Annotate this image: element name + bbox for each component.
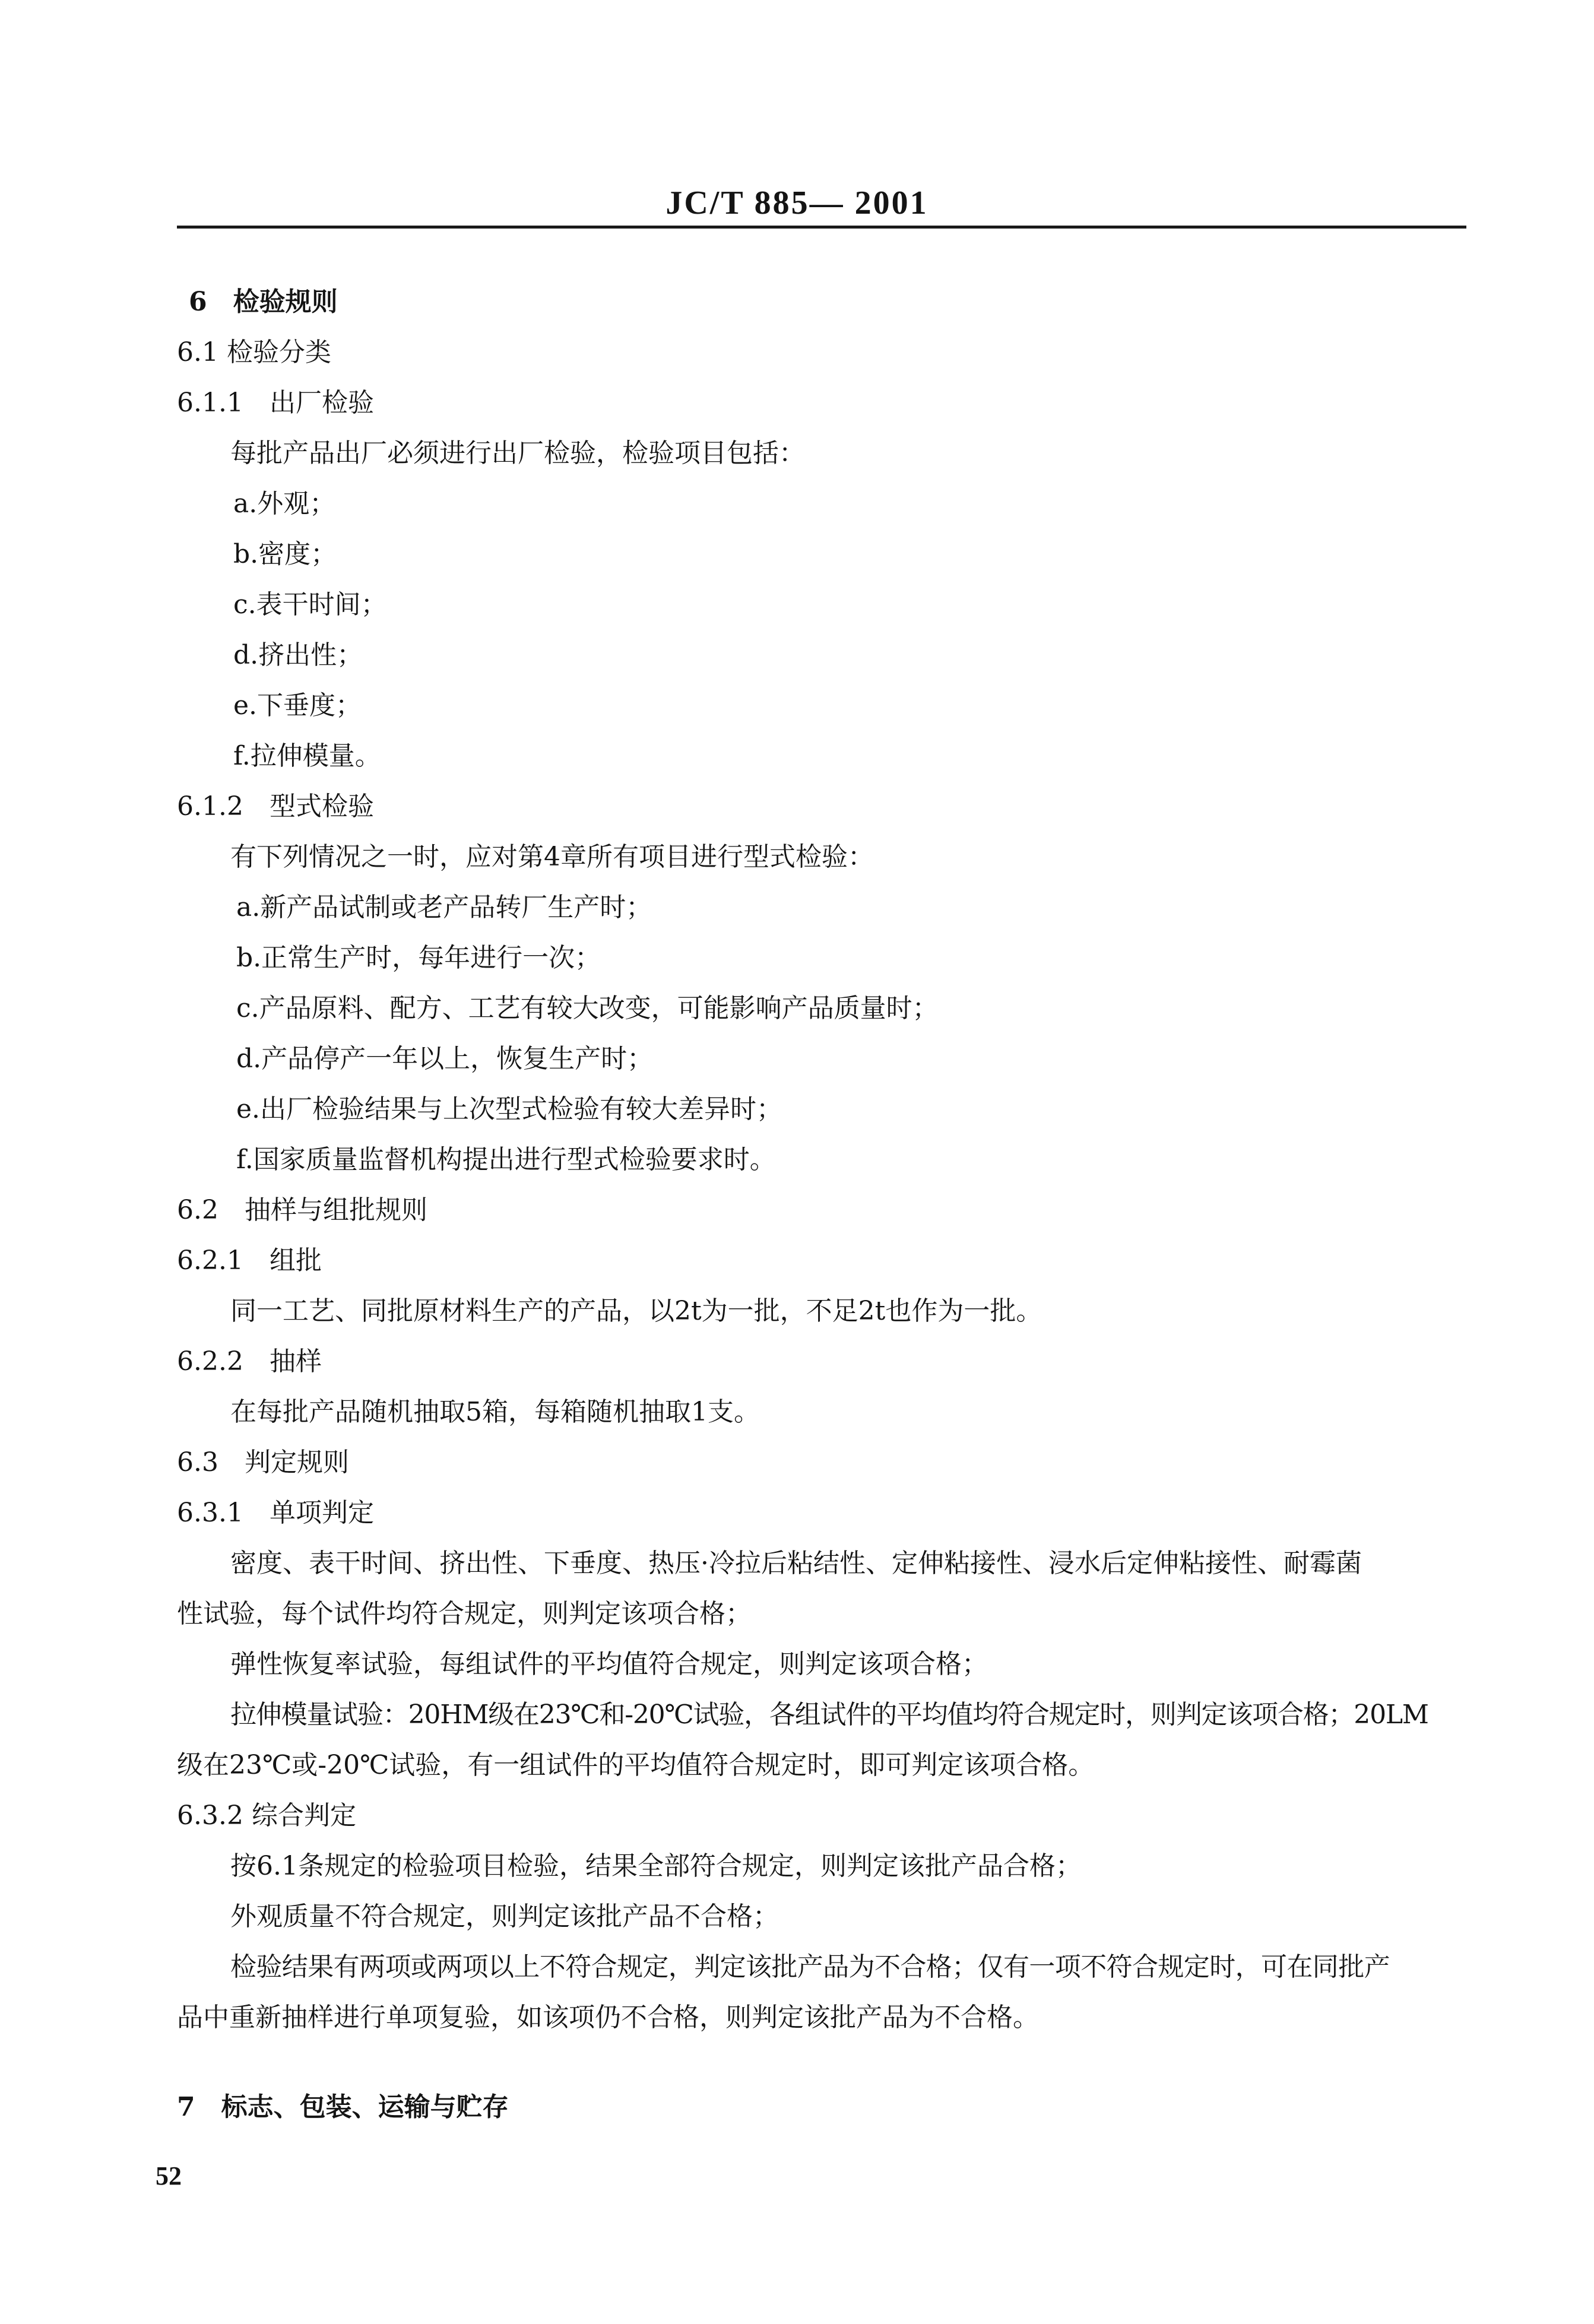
section-6-3-1-paragraph-1-line-2: 性试验，每个试件均符合规定，则判定该项合格； [177, 1599, 752, 1629]
section-6-3-1-paragraph-2: 弹性恢复率试验，每组试件的平均值符合规定，则判定该项合格； [230, 1649, 988, 1679]
section-6-2-1-heading: 6.2.1 组批 [177, 1245, 322, 1276]
list-item: c.产品原料、配方、工艺有较大改变，可能影响产品质量时； [236, 993, 939, 1023]
list-item: a.外观； [233, 489, 336, 519]
list-item: a.新产品试制或老产品转厂生产时； [236, 892, 652, 922]
section-6-3-1-paragraph-3-line-1: 拉伸模量试验：20HM级在23℃和-20℃试验，各组试件的平均值均符合规定时，则判定该项合格；20LM [230, 1700, 1428, 1730]
section-6-3-2-heading: 6.3.2 综合判定 [177, 1800, 356, 1831]
list-item: d.挤出性； [233, 640, 363, 670]
document-code: JC/T 885— 2001 [666, 185, 928, 221]
list-item: d.产品停产一年以上，恢复生产时； [236, 1044, 654, 1074]
page-number: 52 [156, 2161, 182, 2190]
section-6-3-1-paragraph-3-line-2: 级在23℃或-20℃试验，有一组试件的平均值符合规定时，即可判定该项合格。 [177, 1750, 1095, 1780]
list-item: e.下垂度； [233, 690, 362, 721]
section-6-3-2-paragraph-3-line-1: 检验结果有两项或两项以上不符合规定，判定该批产品为不合格；仅有一项不符合规定时，可在同批产 [230, 1952, 1390, 1982]
section-6-3-1-paragraph-1-line-1: 密度、表干时间、挤出性、下垂度、热压·冷拉后粘结性、定伸粘接性、浸水后定伸粘接性、耐霉菌 [230, 1548, 1362, 1578]
section-6-2-2-heading: 6.2.2 抽样 [177, 1346, 322, 1377]
list-item: f.拉伸模量。 [233, 741, 381, 771]
list-item: b.正常生产时，每年进行一次； [236, 943, 601, 973]
section-6-2-2-text: 在每批产品随机抽取5箱，每箱随机抽取1支。 [230, 1397, 760, 1427]
section-6-1-1-intro: 每批产品出厂必须进行出厂检验，检验项目包括： [230, 438, 805, 468]
section-6-3-2-paragraph-2: 外观质量不符合规定，则判定该批产品不合格； [230, 1901, 779, 1932]
section-7-heading: 7 标志、包装、运输与贮存 [177, 2092, 509, 2122]
section-6-3-1-heading: 6.3.1 单项判定 [177, 1498, 374, 1528]
section-6-2-heading: 6.2 抽样与组批规则 [177, 1195, 427, 1225]
section-6-heading: 6 检验规则 [189, 287, 338, 317]
section-6-1-1-heading: 6.1.1 出厂检验 [177, 388, 374, 418]
section-6-3-heading: 6.3 判定规则 [177, 1447, 349, 1478]
list-item: f.国家质量监督机构提出进行型式检验要求时。 [236, 1144, 776, 1175]
section-6-1-2-intro: 有下列情况之一时，应对第4章所有项目进行型式检验： [230, 842, 874, 872]
section-6-3-2-paragraph-1: 按6.1条规定的检验项目检验，结果全部符合规定，则判定该批产品合格； [230, 1851, 1082, 1881]
section-6-1-2-heading: 6.1.2 型式检验 [177, 791, 374, 822]
section-6-2-1-text: 同一工艺、同批原材料生产的产品，以2t为一批，不足2t也作为一批。 [230, 1296, 1042, 1326]
list-item: e.出厂检验结果与上次型式检验有较大差异时； [236, 1094, 783, 1124]
section-6-1-heading: 6.1 检验分类 [177, 337, 331, 367]
header-rule [177, 226, 1466, 229]
list-item: c.表干时间； [233, 589, 387, 620]
section-6-3-2-paragraph-3-line-2: 品中重新抽样进行单项复验，如该项仍不合格，则判定该批产品为不合格。 [177, 2002, 1039, 2033]
list-item: b.密度； [233, 539, 337, 569]
